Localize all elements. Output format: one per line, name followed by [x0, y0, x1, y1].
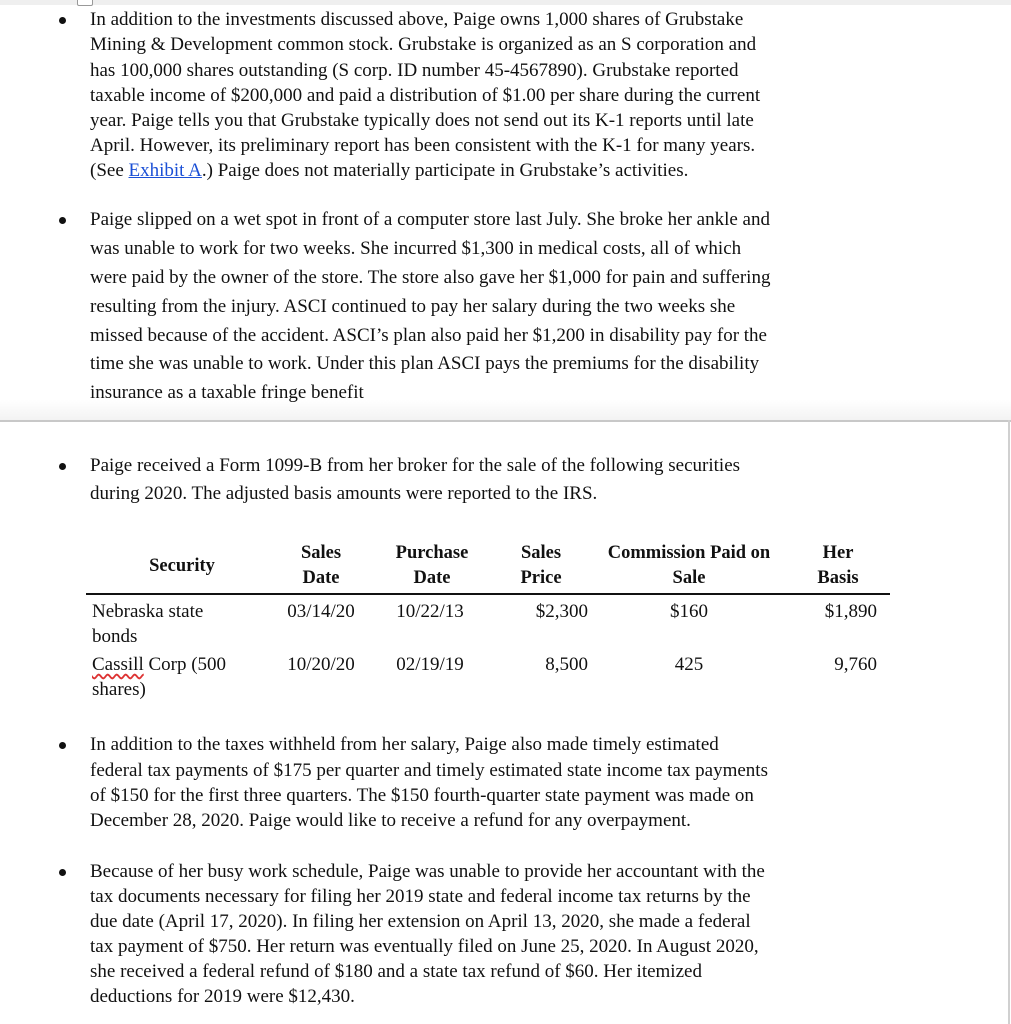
bullet-icon — [59, 869, 66, 876]
security-cell: bonds — [92, 626, 138, 647]
paragraph-line: Mining & Development common stock. Grubstake is organized as an S corporation and — [90, 34, 757, 55]
table-header: Commission Paid on — [607, 543, 771, 563]
paragraph-line: time she was unable to work. Under this plan ASCI pays the premiums for the disability — [90, 353, 760, 374]
paragraph-line: of $150 for the first three quarters. The $150 fourth-quarter state payment was made on — [90, 785, 754, 806]
paragraph-line: was unable to work for two weeks. She incurred $1,300 in medical costs, all of which — [90, 238, 742, 259]
paragraph-line: tax documents necessary for filing her 2019 state and federal income tax returns by the — [90, 886, 751, 907]
sales-price-cell: 8,500 — [545, 654, 588, 675]
text: (See — [90, 160, 129, 181]
table-header: Date — [413, 568, 451, 588]
paragraph-line: she received a federal refund of $180 and a state tax refund of $60. Her itemized — [90, 961, 702, 982]
sales-date-cell: 03/14/20 — [287, 601, 355, 622]
exhibit-a-link[interactable]: Exhibit A — [128, 160, 202, 181]
table-header: Date — [302, 568, 340, 588]
paragraph-line: missed because of the accident. ASCI’s plan also paid her $1,200 in disability pay for the — [90, 325, 767, 346]
paragraph-line: year. Paige tells you that Grubstake typically does not send out its K-1 reports until late — [90, 110, 754, 131]
security-cell: Nebraska state — [92, 601, 204, 622]
commission-cell: $160 — [670, 601, 708, 622]
bullet-icon — [59, 17, 66, 24]
security-cell: shares) — [92, 679, 146, 700]
table-header: Sales — [520, 543, 562, 563]
checkbox-handle[interactable] — [77, 0, 93, 6]
paragraph-line: taxable income of $200,000 and paid a distribution of $1.00 per share during the current — [90, 85, 761, 106]
purchase-date-cell: 02/19/19 — [396, 654, 464, 675]
basis-cell: 9,760 — [834, 654, 877, 675]
purchase-date-cell: 10/22/13 — [396, 601, 464, 622]
text: Corp (500 — [143, 654, 227, 675]
sales-date-cell: 10/20/20 — [287, 654, 355, 675]
paragraph-line — [90, 159, 688, 183]
paragraph-line: tax payment of $750. Her return was eventually filed on June 25, 2020. In August 2020, — [90, 936, 759, 957]
paragraph-line: were paid by the owner of the store. The store also gave her $1,000 for pain and suffering — [90, 267, 771, 288]
text: .) Paige does not materially participate in Grubstake’s activities. — [201, 160, 689, 181]
paragraph-line: federal tax payments of $175 per quarter and timely estimated state income tax payments — [90, 760, 768, 781]
paragraph-line: during 2020. The adjusted basis amounts were reported to the IRS. — [90, 483, 598, 504]
bullet-icon — [59, 742, 66, 749]
table-header: Price — [520, 568, 562, 588]
bullet-icon — [59, 463, 66, 470]
paragraph-line: December 28, 2020. Paige would like to receive a refund for any overpayment. — [90, 810, 691, 831]
section-divider — [0, 420, 1011, 422]
paragraph-line: In addition to the taxes withheld from her salary, Paige also made timely estimated — [90, 734, 719, 755]
paragraph-line: due date (April 17, 2020). In filing her extension on April 13, 2020, she made a federal — [90, 911, 751, 932]
paragraph-line: resulting from the injury. ASCI continued to pay her salary during the two weeks she — [90, 296, 736, 317]
paragraph-line: insurance as a taxable fringe benefit — [90, 382, 364, 403]
paragraph-line: deductions for 2019 were $12,430. — [90, 986, 355, 1007]
paragraph-line: In addition to the investments discussed above, Paige owns 1,000 shares of Grubstake — [90, 9, 744, 30]
paragraph-line: Paige slipped on a wet spot in front of a computer store last July. She broke her ankle and — [90, 209, 770, 230]
panel-edge — [1008, 420, 1010, 1024]
sales-price-cell: $2,300 — [535, 601, 588, 622]
table-header: Sales — [300, 543, 342, 563]
spellcheck-word: Cassill — [92, 654, 144, 675]
basis-cell: $1,890 — [824, 601, 877, 622]
commission-cell: 425 — [674, 654, 704, 675]
table-header: Basis — [817, 568, 859, 588]
paragraph-line: has 100,000 shares outstanding (S corp. ID number 45-4567890). Grubstake reported — [90, 60, 739, 81]
table-header: Purchase — [395, 543, 469, 563]
paragraph-line: Because of her busy work schedule, Paige was unable to provide her accountant with the — [90, 861, 765, 882]
table-header-rule — [86, 593, 890, 595]
bullet-icon — [59, 217, 66, 224]
security-cell — [92, 653, 226, 677]
top-toolbar-edge — [0, 0, 1011, 5]
table-header: Her — [822, 543, 854, 563]
paragraph-line: Paige received a Form 1099-B from her broker for the sale of the following securities — [90, 455, 741, 476]
table-header: Security — [149, 556, 215, 576]
paragraph-line: April. However, its preliminary report has been consistent with the K-1 for many years. — [90, 135, 756, 156]
table-header: Sale — [672, 568, 706, 588]
